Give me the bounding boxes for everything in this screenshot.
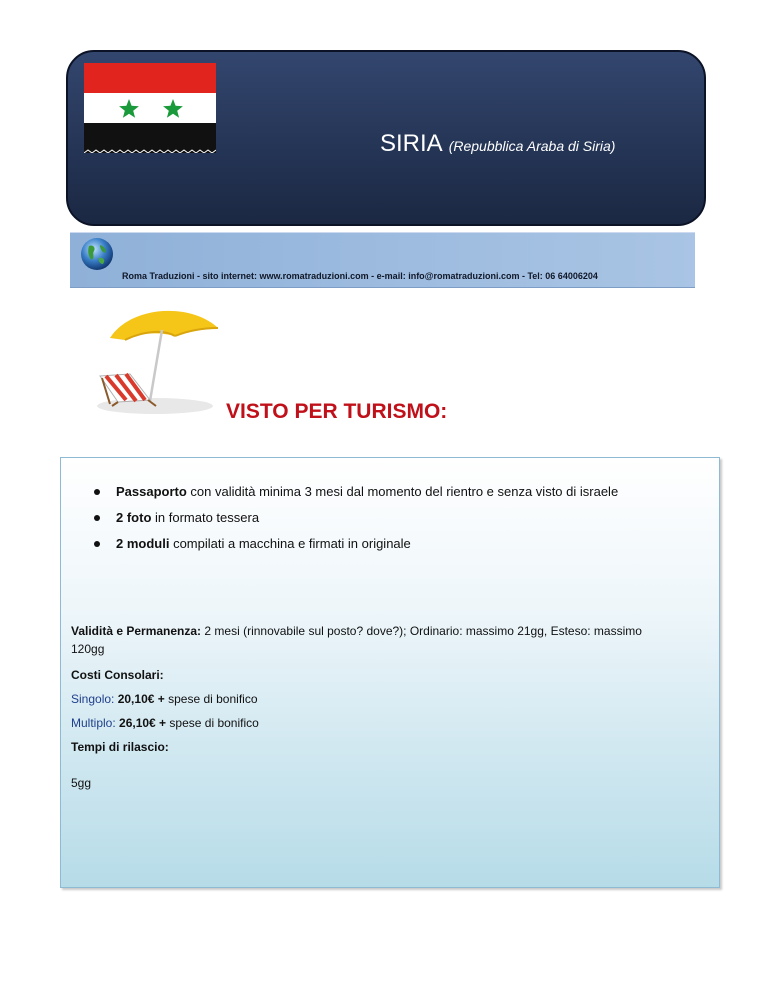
- validity-text: 2 mesi (rinnovabile sul posto? dove?); Ordinario: massimo 21gg, Esteso: massimo: [201, 624, 642, 638]
- item-text: compilati a macchina e firmati in originale: [169, 536, 411, 551]
- item-bold: 2 moduli: [116, 536, 170, 551]
- list-item: [92, 536, 618, 562]
- bullet-icon: [94, 515, 100, 521]
- multiple-extra: spese di bonifico: [166, 716, 259, 730]
- bullet-icon: [94, 541, 100, 547]
- time-heading: Tempi di rilascio:: [71, 740, 169, 754]
- requirements-list: [92, 484, 618, 562]
- bullet-icon: [94, 489, 100, 495]
- item-bold: Passaporto: [116, 484, 187, 499]
- list-item: [92, 484, 618, 510]
- costs-heading: Costi Consolari:: [71, 668, 164, 682]
- globe-icon: [80, 236, 114, 272]
- item-bold: 2 foto: [116, 510, 152, 525]
- validity-line: [71, 624, 642, 638]
- item-text: in formato tessera: [151, 510, 260, 525]
- costs-label: [71, 668, 164, 682]
- country-official-name: (Repubblica Araba di Siria): [448, 138, 616, 154]
- single-extra: spese di bonifico: [164, 692, 258, 706]
- list-item: [92, 510, 618, 536]
- single-price: 20,10€ +: [114, 692, 165, 706]
- single-cost-line: [71, 692, 258, 706]
- country-name: SIRIA: [380, 130, 443, 157]
- item-text: con validità minima 3 mesi dal momento del rientro e senza visto di israele: [186, 484, 619, 499]
- contact-info: Roma Traduzioni - sito internet: www.romatraduzioni.com - e-mail: info@romatraduzioni.com - Tel: 06 64006204: [122, 271, 598, 281]
- multiple-cost-line: [71, 716, 259, 730]
- syria-flag-icon: [84, 63, 216, 153]
- beach-umbrella-icon: [90, 306, 220, 416]
- time-label: [71, 740, 169, 754]
- time-value: 5gg: [71, 776, 92, 790]
- multiple-price: 26,10€ +: [115, 716, 167, 730]
- multiple-label: Multiplo:: [71, 716, 116, 730]
- page-title: [380, 130, 615, 158]
- validity-label: Validità e Permanenza:: [71, 624, 202, 638]
- validity-line-cont: 120gg: [71, 642, 105, 656]
- single-label: Singolo:: [71, 692, 115, 706]
- section-title: VISTO PER TURISMO:: [226, 400, 448, 423]
